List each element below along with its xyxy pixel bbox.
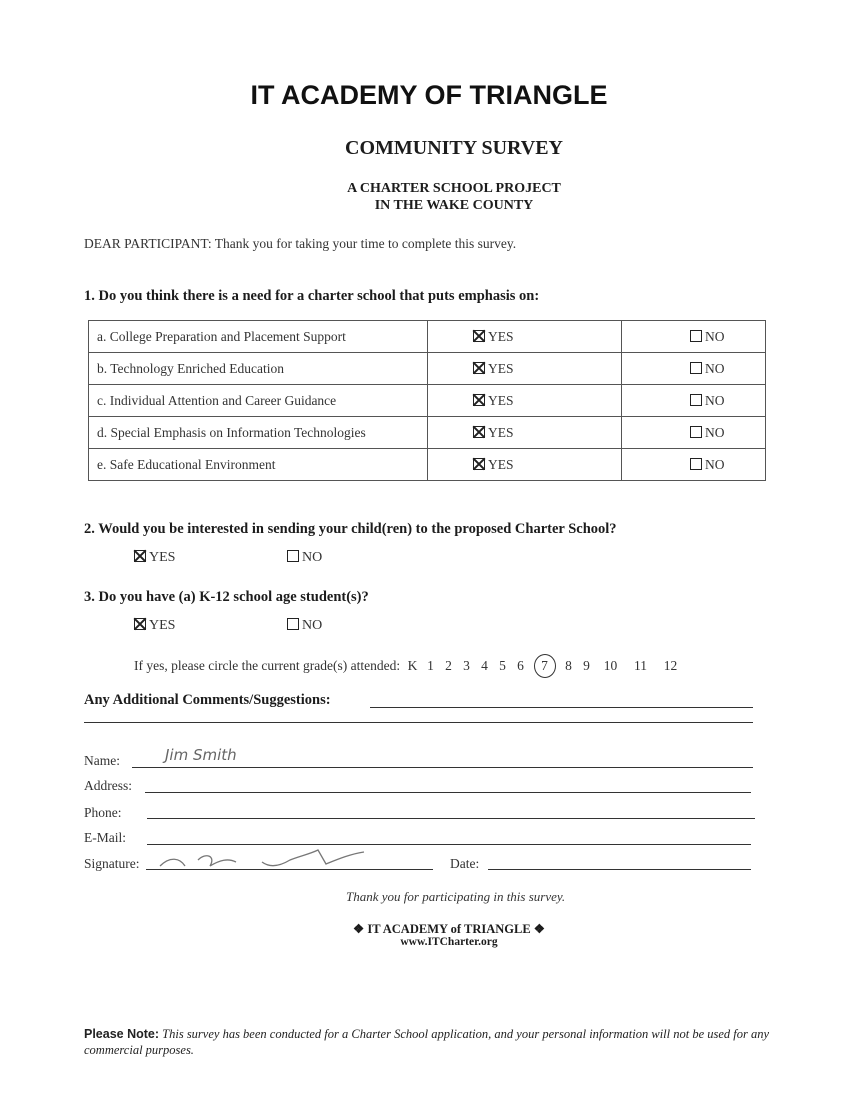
comments-label: Any Additional Comments/Suggestions: [84,692,331,708]
grade-2[interactable]: 2 [445,658,452,673]
table-row [89,417,766,449]
note-label: Please Note: [84,1027,160,1041]
yes-cell[interactable] [428,353,622,385]
yes-label: YES [488,456,514,472]
q2-yes-label: YES [149,550,176,565]
tagline-line-2: IN THE WAKE COUNTY [374,198,534,213]
table-row [89,321,766,353]
signature-line[interactable] [146,869,433,870]
row-label: e. Safe Educational Environment [89,449,428,481]
grade-4[interactable]: 4 [481,658,488,673]
grade-6[interactable]: 6 [517,658,524,673]
no-checkbox[interactable] [690,394,702,406]
yes-cell[interactable] [428,449,622,481]
q2-no-label: NO [302,550,323,565]
yes-label: YES [488,328,514,344]
yes-cell[interactable] [428,417,622,449]
grade-9[interactable]: 9 [583,658,590,673]
name-line[interactable] [132,767,753,768]
privacy-note [84,1026,820,1058]
question-1-table [88,320,766,481]
email-label: E-Mail: [84,830,126,845]
yes-checkbox[interactable] [473,394,485,406]
comments-line-1[interactable] [370,707,753,708]
q2-no-checkbox[interactable] [287,550,299,562]
question-1: 1. Do you think there is a need for a charter school that puts emphasis on: [84,288,540,304]
q3-no-checkbox[interactable] [287,618,299,630]
yes-cell[interactable] [428,385,622,417]
q3-yes-checkbox[interactable] [134,618,146,630]
name-handwriting: Jim Smith [165,746,237,764]
signature-label: Signature: [84,856,140,871]
grade-prompt: If yes, please circle the current grade(s) attended: [134,658,401,673]
no-cell[interactable] [622,449,766,481]
q2-yes-option[interactable] [134,550,175,566]
table-row [89,385,766,417]
no-cell[interactable] [622,353,766,385]
no-label: NO [705,360,725,376]
q3-no-label: NO [302,618,323,633]
grade-list [404,658,686,673]
yes-checkbox[interactable] [473,362,485,374]
grade-row [134,654,686,678]
no-checkbox[interactable] [690,458,702,470]
comments-line-2[interactable] [84,722,753,723]
org-url: www.ITCharter.org [400,936,498,948]
no-cell[interactable] [622,417,766,449]
q2-no-option[interactable] [287,550,322,566]
row-label: b. Technology Enriched Education [89,353,428,385]
address-line[interactable] [145,792,751,793]
yes-label: YES [488,392,514,408]
row-label: a. College Preparation and Placement Support [89,321,428,353]
q2-yes-checkbox[interactable] [134,550,146,562]
note-text: This survey has been conducted for a Charter School application, and your personal information will not be used for any commercial purposes. [84,1027,770,1057]
grade-7[interactable]: 7 [534,654,556,678]
grade-K[interactable]: K [407,658,418,673]
phone-label: Phone: [84,805,122,820]
no-label: NO [705,392,725,408]
row-label: c. Individual Attention and Career Guidance [89,385,428,417]
q3-yes-label: YES [149,618,176,633]
tagline [0,180,858,214]
phone-line[interactable] [147,818,755,819]
yes-checkbox[interactable] [473,330,485,342]
no-cell[interactable] [622,385,766,417]
q3-yes-option[interactable] [134,618,175,634]
date-label: Date: [450,856,480,871]
grade-11[interactable]: 11 [634,658,647,673]
no-cell[interactable] [622,321,766,353]
grade-1[interactable]: 1 [427,658,434,673]
org-name: ❖ IT ACADEMY of TRIANGLE ❖ [353,922,545,936]
date-line[interactable] [488,869,751,870]
survey-subtitle: COMMUNITY SURVEY [345,137,563,159]
table-row [89,353,766,385]
yes-label: YES [488,424,514,440]
no-checkbox[interactable] [690,330,702,342]
table-row [89,449,766,481]
no-label: NO [705,424,725,440]
tagline-line-1: A CHARTER SCHOOL PROJECT [347,181,561,196]
question-2: 2. Would you be interested in sending your child(ren) to the proposed Charter School? [84,521,617,537]
grade-8[interactable]: 8 [565,658,572,673]
grade-10[interactable]: 10 [603,658,618,673]
thank-you-text: Thank you for participating in this survey. [346,889,566,904]
no-checkbox[interactable] [690,362,702,374]
yes-checkbox[interactable] [473,426,485,438]
page-title: IT ACADEMY OF TRIANGLE [250,80,608,110]
greeting: DEAR PARTICIPANT: Thank you for taking your time to complete this survey. [84,236,517,251]
question-3: 3. Do you have (a) K-12 school age student(s)? [84,589,369,605]
no-label: NO [705,328,725,344]
row-label: d. Special Emphasis on Information Technologies [89,417,428,449]
grade-5[interactable]: 5 [499,658,506,673]
grade-3[interactable]: 3 [463,658,470,673]
no-label: NO [705,456,725,472]
grade-12[interactable]: 12 [663,658,678,673]
address-label: Address: [84,778,132,793]
yes-checkbox[interactable] [473,458,485,470]
yes-cell[interactable] [428,321,622,353]
yes-label: YES [488,360,514,376]
name-label: Name: [84,753,120,768]
q3-no-option[interactable] [287,618,322,634]
no-checkbox[interactable] [690,426,702,438]
